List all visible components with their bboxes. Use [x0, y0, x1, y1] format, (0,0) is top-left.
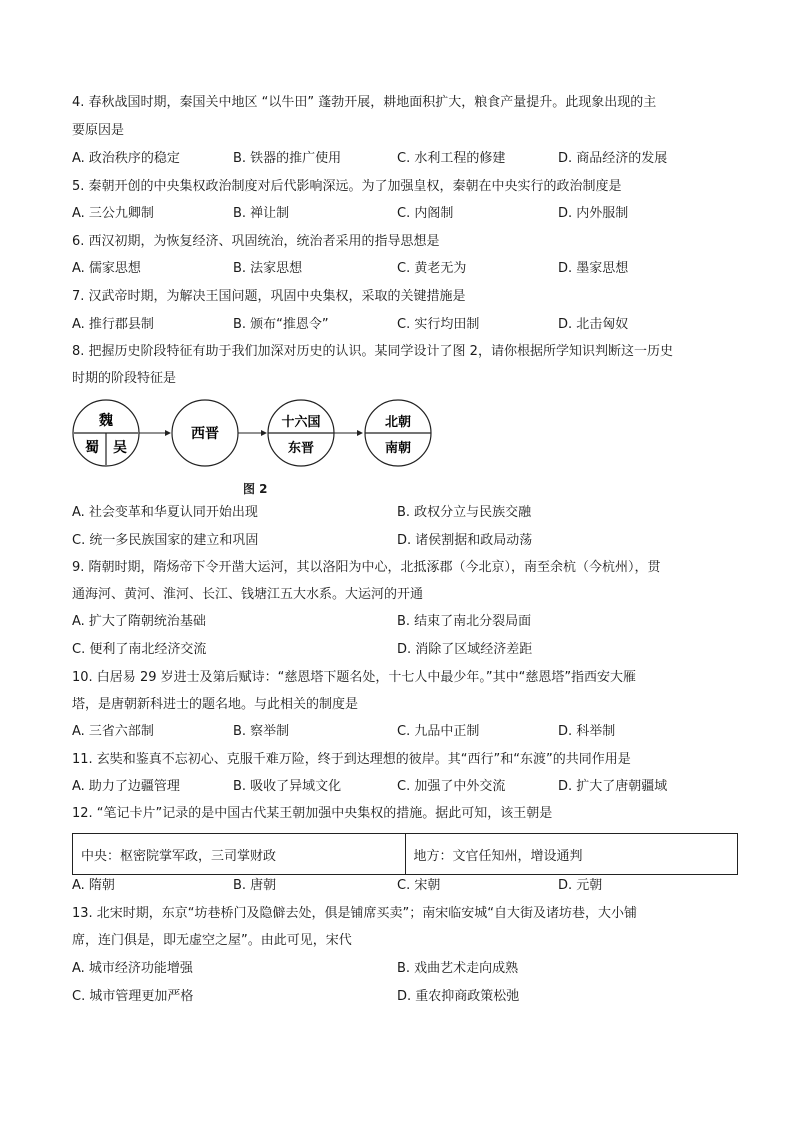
q13-option-c[interactable]: C. 城市管理更加严格 — [72, 989, 194, 1004]
q13-stem-line1: 13. 北宋时期，东京“坊巷桥门及隐僻去处，俱是铺席买卖”；南宋临安城“自大街及诸坊巷，大小铺 — [72, 906, 638, 921]
q10-stem-line2: 塔，是唐朝新科进士的题名地。与此相关的制度是 — [72, 697, 359, 712]
q12-stem: 12. “笔记卡片”记录的是中国古代某王朝加强中央集权的措施。据此可知，该王朝是 — [72, 806, 553, 821]
label-shu: 蜀 — [85, 440, 99, 456]
label-northern-dynasties: 北朝 — [384, 415, 412, 430]
q13-option-b[interactable]: B. 戏曲艺术走向成熟 — [397, 961, 519, 976]
q8-stem-line1: 8. 把握历史阶段特征有助于我们加深对历史的认识。某同学设计了图 2，请你根据所学知识判断这一历史 — [72, 344, 673, 359]
note-card-central: 中央：枢密院掌军政，三司掌财政 — [81, 848, 277, 864]
circle-three-kingdoms — [73, 400, 139, 466]
q9-option-b[interactable]: B. 结束了南北分裂局面 — [397, 614, 532, 629]
circle-northern-southern — [365, 400, 431, 466]
label-eastern-jin: 东晋 — [287, 441, 315, 456]
q4-option-b[interactable]: B. 铁器的推广使用 — [233, 151, 342, 166]
q9-stem-line2: 通海河、黄河、淮河、长江、钱塘江五大水系。大运河的开通 — [72, 587, 424, 602]
q6-option-d[interactable]: D. 墨家思想 — [558, 261, 629, 276]
q4-option-a[interactable]: A. 政治秩序的稳定 — [72, 151, 180, 166]
q7-option-c[interactable]: C. 实行均田制 — [397, 317, 480, 332]
label-southern-dynasties: 南朝 — [384, 441, 412, 456]
q8-stem-line2: 时期的阶段特征是 — [72, 371, 177, 386]
q8-option-b[interactable]: B. 政权分立与民族交融 — [397, 505, 532, 520]
q7-option-d[interactable]: D. 北击匈奴 — [558, 317, 629, 332]
q13-option-a[interactable]: A. 城市经济功能增强 — [72, 961, 193, 976]
q4-option-d[interactable]: D. 商品经济的发展 — [558, 151, 668, 166]
arrow-1 — [139, 430, 171, 436]
dynasty-flow-diagram — [72, 396, 442, 470]
q11-stem: 11. 玄奘和鉴真不忘初心、克服千难万险，终于到达理想的彼岸。其“西行”和“东渡”的共同作用是 — [72, 752, 631, 767]
q11-option-c[interactable]: C. 加强了中外交流 — [397, 779, 506, 794]
q13-stem-line2: 席，连门俱是，即无虚空之屋”。由此可见，宋代 — [72, 933, 352, 948]
q5-option-b[interactable]: B. 禅让制 — [233, 206, 290, 221]
q9-option-d[interactable]: D. 消除了区域经济差距 — [397, 642, 533, 657]
circle-western-jin — [172, 400, 238, 466]
q9-option-a[interactable]: A. 扩大了隋朝统治基础 — [72, 614, 206, 629]
label-western-jin: 西晋 — [191, 426, 219, 442]
q9-stem-line1: 9. 隋朝时期，隋炀帝下令开凿大运河，其以洛阳为中心，北抵涿郡（今北京），南至余杭（今杭州），贯 — [72, 560, 661, 575]
q7-stem: 7. 汉武帝时期，为解决王国问题，巩固中央集权，采取的关键措施是 — [72, 289, 466, 304]
q10-option-d[interactable]: D. 科举制 — [558, 724, 616, 739]
q9-option-c[interactable]: C. 便利了南北经济交流 — [72, 642, 207, 657]
q5-option-d[interactable]: D. 内外服制 — [558, 206, 629, 221]
arrow-3 — [334, 430, 363, 436]
arrow-2 — [238, 430, 267, 436]
q11-option-a[interactable]: A. 助力了边疆管理 — [72, 779, 180, 794]
q8-option-a[interactable]: A. 社会变革和华夏认同开始出现 — [72, 505, 258, 520]
label-wei: 魏 — [99, 413, 113, 429]
q5-option-a[interactable]: A. 三公九卿制 — [72, 206, 154, 221]
q5-option-c[interactable]: C. 内阁制 — [397, 206, 454, 221]
circle-sixteen-kingdoms — [268, 400, 334, 466]
q4-option-c[interactable]: C. 水利工程的修建 — [397, 151, 506, 166]
q12-option-c[interactable]: C. 宋朝 — [397, 878, 441, 893]
q13-option-d[interactable]: D. 重农抑商政策松弛 — [397, 989, 520, 1004]
label-wu: 吴 — [113, 440, 127, 456]
q11-option-b[interactable]: B. 吸收了异域文化 — [233, 779, 342, 794]
figure-caption: 图 2 — [243, 482, 268, 496]
q10-option-a[interactable]: A. 三省六部制 — [72, 724, 154, 739]
q5-stem: 5. 秦朝开创的中央集权政治制度对后代影响深远。为了加强皇权，秦朝在中央实行的政治制度是 — [72, 179, 622, 194]
q4-stem-line1: 4. 春秋战国时期，秦国关中地区 “以牛田” 蓬勃开展，耕地面积扩大，粮食产量提升。此现象出现的主 — [72, 95, 657, 110]
q10-option-b[interactable]: B. 察举制 — [233, 724, 290, 739]
q6-option-c[interactable]: C. 黄老无为 — [397, 261, 467, 276]
q6-option-a[interactable]: A. 儒家思想 — [72, 261, 141, 276]
q7-option-b[interactable]: B. 颁布“推恩令” — [233, 317, 329, 332]
q8-option-c[interactable]: C. 统一多民族国家的建立和巩固 — [72, 533, 259, 548]
q11-option-d[interactable]: D. 扩大了唐朝疆域 — [558, 779, 668, 794]
label-sixteen-kingdoms: 十六国 — [281, 415, 321, 430]
q12-option-a[interactable]: A. 隋朝 — [72, 878, 115, 893]
q6-option-b[interactable]: B. 法家思想 — [233, 261, 303, 276]
q7-option-a[interactable]: A. 推行郡县制 — [72, 317, 154, 332]
note-card-table — [72, 833, 738, 875]
q12-option-b[interactable]: B. 唐朝 — [233, 878, 277, 893]
q12-option-d[interactable]: D. 元朝 — [558, 878, 603, 893]
q6-stem: 6. 西汉初期，为恢复经济、巩固统治，统治者采用的指导思想是 — [72, 234, 440, 249]
q4-stem-line2: 要原因是 — [72, 123, 125, 138]
q10-option-c[interactable]: C. 九品中正制 — [397, 724, 480, 739]
q8-option-d[interactable]: D. 诸侯割据和政局动荡 — [397, 533, 533, 548]
note-card-local: 地方：文官任知州，增设通判 — [405, 834, 738, 874]
q10-stem-line1: 10. 白居易 29 岁进士及第后赋诗：“慈恩塔下题名处，十七人中最少年。”其中“慈恩塔”指西安大雁 — [72, 670, 637, 685]
